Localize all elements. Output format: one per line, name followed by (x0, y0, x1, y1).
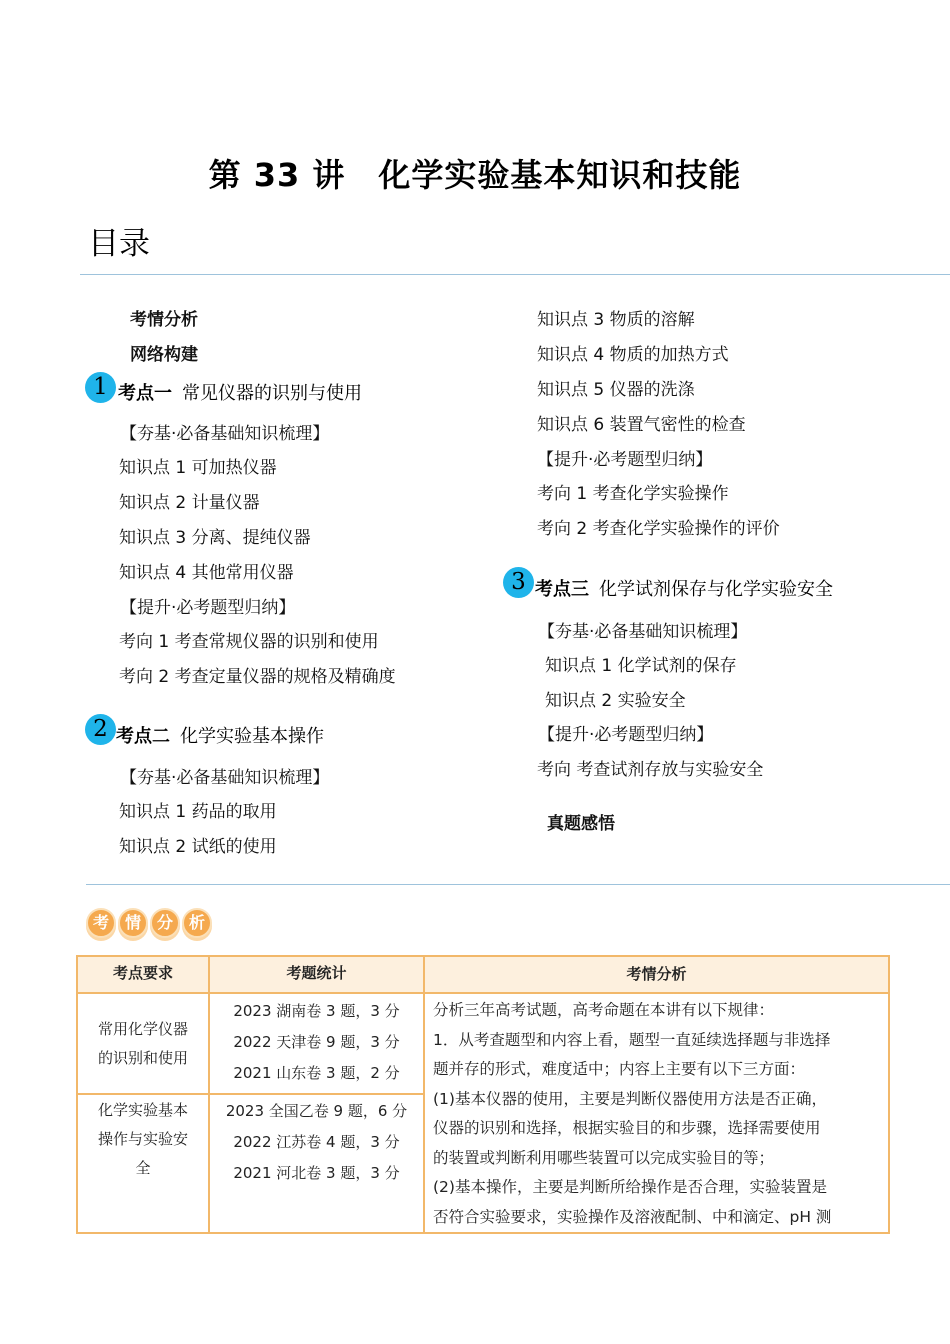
toc-item[interactable]: 知识点 1 化学试剂的保存 (545, 656, 737, 676)
toc-item[interactable]: 知识点 5 仪器的洗涤 (537, 380, 695, 400)
table-cell-req (77, 993, 209, 1094)
toc-item[interactable]: 考向 1 考查化学实验操作 (537, 484, 729, 504)
kaodian-1-name: 常见仪器的识别与使用 (182, 383, 362, 404)
toc-item[interactable]: 考向 2 考查定量仪器的规格及精确度 (119, 667, 396, 687)
toc-item[interactable]: 考向 考查试剂存放与实验安全 (537, 760, 764, 780)
table-row (77, 993, 889, 1094)
analysis-line: 仪器的识别和选择，根据实验目的和步骤，选择需要使用 (433, 1119, 821, 1137)
banner-char: 析 (182, 908, 212, 938)
toc-item[interactable]: 【提升·必考题型归纳】 (537, 450, 713, 470)
divider-top (80, 274, 950, 275)
toc-item[interactable]: 【夯基·必备基础知识梳理】 (120, 424, 330, 444)
stat-line: 2022 天津卷 9 题，3 分 (233, 1033, 400, 1051)
analysis-line: (1)基本仪器的使用，主要是判断仪器使用方法是否正确， (433, 1089, 827, 1108)
toc-kaodian-3[interactable] (535, 575, 833, 601)
stat-line: 2022 江苏卷 4 题，3 分 (233, 1133, 400, 1152)
toc-item[interactable]: 考向 1 考查常规仪器的识别和使用 (119, 632, 379, 652)
section-banner-kaoqing (86, 908, 212, 944)
stat-line: 2023 湖南卷 3 题，3 分 (233, 1002, 400, 1020)
kaodian-1-label: 考点一 (118, 383, 172, 404)
kaodian-3-name: 化学试剂保存与化学实验安全 (599, 579, 833, 600)
stat-line: 2023 全国乙卷 9 题，6 分 (225, 1102, 408, 1121)
kaodian-3-label: 考点三 (535, 579, 589, 600)
kaodian-2-badge: 2 (85, 714, 116, 745)
toc-item[interactable]: 知识点 2 计量仪器 (119, 493, 260, 513)
toc-item[interactable]: 知识点 4 其他常用仪器 (119, 563, 294, 583)
req-line: 的识别和使用 (97, 1048, 188, 1067)
table-header-row (77, 956, 889, 993)
toc-item[interactable]: 知识点 4 物质的加热方式 (537, 345, 729, 365)
table-cell-stats (209, 1094, 424, 1233)
table-cell-stats (209, 993, 424, 1094)
req-line: 常用化学仪器 (97, 1019, 188, 1038)
kaodian-1-badge: 1 (85, 372, 116, 403)
banner-char: 情 (118, 908, 148, 938)
analysis-line: 分析三年高考试题，高考命题在本讲有以下规律： (433, 1001, 775, 1019)
toc-item[interactable]: 【提升·必考题型归纳】 (538, 725, 714, 745)
toc-item[interactable]: 知识点 3 分离、提纯仪器 (119, 528, 311, 548)
req-line: 操作与实验安 (97, 1130, 188, 1149)
toc-item[interactable]: 【夯基·必备基础知识梳理】 (120, 768, 330, 788)
stat-line: 2021 山东卷 3 题，2 分 (233, 1064, 400, 1082)
banner-char: 考 (86, 908, 116, 938)
analysis-line: 1．从考查题型和内容上看，题型一直延续选择题与非选择 (433, 1030, 831, 1049)
kaoqing-table (76, 955, 890, 1234)
req-line: 化学实验基本 (97, 1101, 188, 1120)
toc-zhenti-link[interactable]: 真题感悟 (547, 814, 615, 834)
toc-item[interactable]: 知识点 2 试纸的使用 (119, 837, 277, 857)
analysis-line: 题并存的形式，难度适中；内容上主要有以下三方面： (433, 1060, 806, 1078)
table-header-req: 考点要求 (77, 956, 209, 993)
kaodian-2-name: 化学实验基本操作 (180, 726, 324, 747)
toc-item[interactable]: 知识点 6 装置气密性的检查 (537, 415, 746, 435)
toc-item[interactable]: 知识点 3 物质的溶解 (537, 310, 695, 330)
toc-item[interactable]: 知识点 1 可加热仪器 (119, 458, 277, 478)
req-line: 全 (135, 1159, 151, 1178)
stat-line: 2021 河北卷 3 题，3 分 (233, 1164, 400, 1183)
toc-kaodian-1[interactable] (118, 379, 362, 405)
toc-kaodian-2[interactable] (116, 722, 324, 748)
analysis-line: 的装置或判断利用哪些装置可以完成实验目的等； (433, 1148, 775, 1167)
table-cell-analysis (424, 993, 889, 1233)
toc-item[interactable]: 【夯基·必备基础知识梳理】 (538, 622, 748, 642)
divider-bottom (86, 884, 950, 885)
banner-char: 分 (150, 908, 180, 938)
toc-wangluo-link[interactable]: 网络构建 (130, 345, 198, 365)
kaodian-2-label: 考点二 (116, 726, 170, 747)
toc-item[interactable]: 【提升·必考题型归纳】 (120, 598, 296, 618)
analysis-line: (2)基本操作，主要是判断所给操作是否合理，实验装置是 (433, 1178, 827, 1196)
toc-item[interactable]: 知识点 1 药品的取用 (119, 802, 277, 822)
kaodian-3-badge: 3 (503, 567, 534, 598)
toc-item[interactable]: 知识点 2 实验安全 (545, 691, 686, 711)
toc-item[interactable]: 考向 2 考查化学实验操作的评价 (537, 519, 780, 539)
table-header-analysis: 考情分析 (424, 956, 889, 993)
toc-heading: 目录 (88, 226, 150, 262)
table-cell-req (77, 1094, 209, 1233)
table-header-stats: 考题统计 (209, 956, 424, 993)
page-title: 第 33 讲 化学实验基本知识和技能 (208, 156, 742, 194)
toc-kaoqing-link[interactable]: 考情分析 (130, 310, 198, 330)
analysis-line: 否符合实验要求，实验操作及溶液配制、中和滴定、pH 测 (433, 1207, 832, 1226)
